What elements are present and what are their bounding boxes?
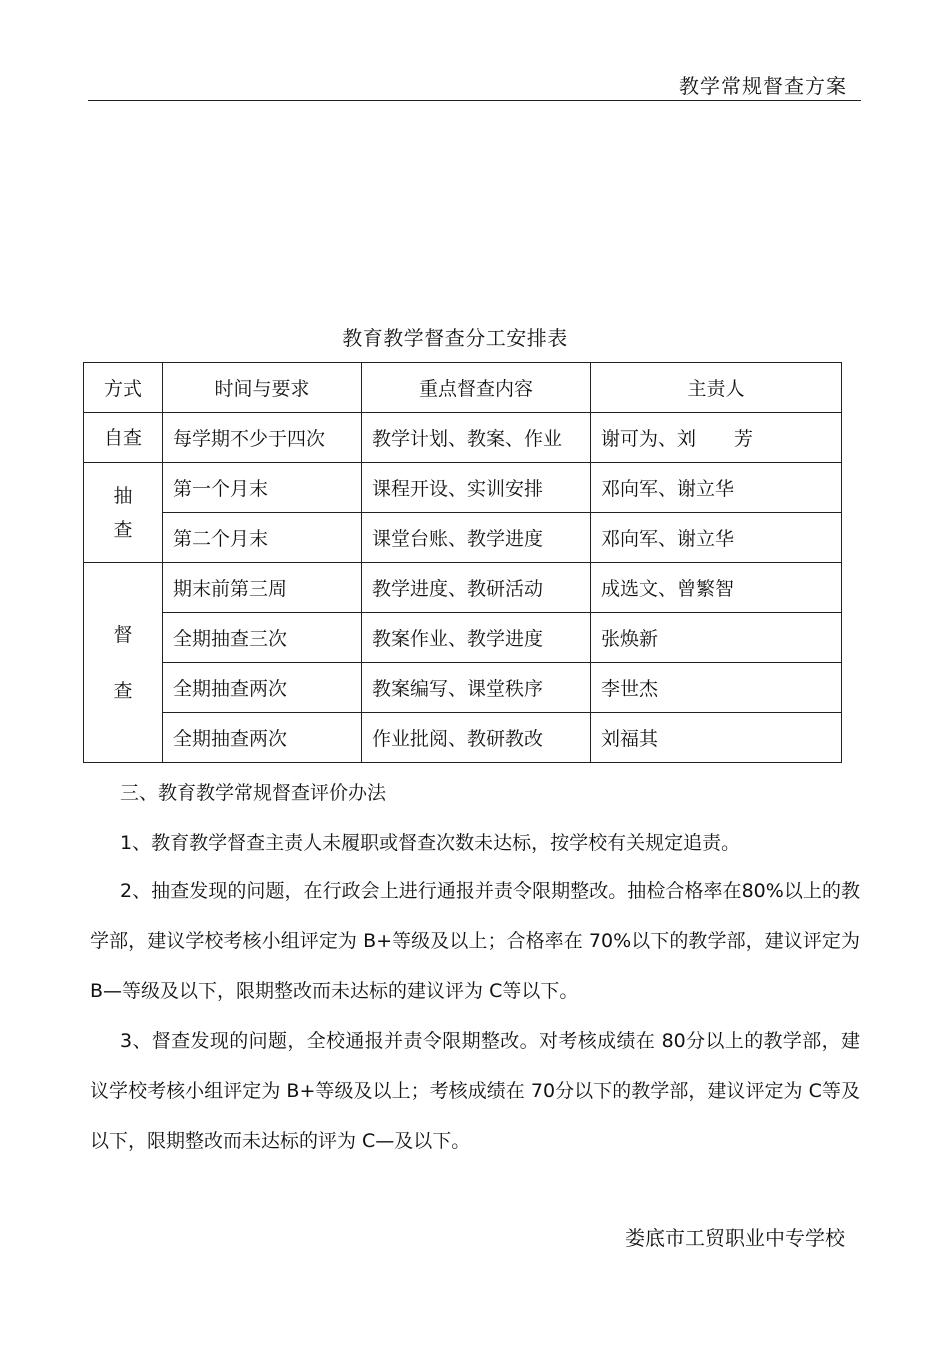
table-row <box>84 463 842 513</box>
time-cell: 全期抽查两次 <box>163 663 362 713</box>
rule-paragraph-2: 2、抽查发现的问题，在行政会上进行通报并责令限期整改。抽检合格率在80%以上的教学部，建议学校考核小组评定为 B+等级及以上；合格率在 70%以下的教学部，建议评定为 B—等级及以下，限期整改而未达标的建议评为 C等以下。 <box>90 880 860 1002</box>
owner-cell: 谢可为、刘 芳 <box>591 413 842 463</box>
owner-cell: 邓向军、谢立华 <box>591 463 842 513</box>
method-cell <box>84 563 163 763</box>
column-header: 重点督查内容 <box>362 363 591 413</box>
column-header: 方式 <box>84 363 163 413</box>
content-cell: 教学进度、教研活动 <box>362 563 591 613</box>
content-cell: 教案作业、教学进度 <box>362 613 591 663</box>
table-row <box>84 563 842 613</box>
owner-cell: 刘福其 <box>591 713 842 763</box>
school-signature: 娄底市工贸职业中专学校 <box>625 1226 845 1250</box>
time-cell: 期末前第三周 <box>163 563 362 613</box>
table-title: 教育教学督查分工安排表 <box>342 326 568 350</box>
time-cell: 每学期不少于四次 <box>163 413 362 463</box>
method-vertical-text: 抽查 <box>113 484 133 541</box>
content-cell: 课堂台账、教学进度 <box>362 513 591 563</box>
content-cell: 课程开设、实训安排 <box>362 463 591 513</box>
owner-cell: 成选文、曾繁智 <box>591 563 842 613</box>
section-heading: 三、教育教学常规督查评价办法 <box>120 782 387 804</box>
supervision-table <box>83 362 842 763</box>
header-title: 教学常规督查方案 <box>679 74 847 98</box>
time-cell: 第二个月末 <box>163 513 362 563</box>
content-cell: 教案编写、课堂秩序 <box>362 663 591 713</box>
table-row <box>84 413 842 463</box>
owner-cell: 邓向军、谢立华 <box>591 513 842 563</box>
column-header: 主责人 <box>591 363 842 413</box>
method-cell <box>84 463 163 563</box>
content-cell: 教学计划、教案、作业 <box>362 413 591 463</box>
rule-paragraph-3: 3、督查发现的问题，全校通报并责令限期整改。对考核成绩在 80分以上的教学部，建议学校考核小组评定为 B+等级及以上；考核成绩在 70分以下的教学部，建议评定为 C等及以下，限期整改而未达标的评为 C—及以下。 <box>90 1030 860 1152</box>
method-cell: 自查 <box>84 413 163 463</box>
header-divider <box>88 100 861 101</box>
table-header-row <box>84 363 842 413</box>
table-row <box>84 513 842 563</box>
method-vertical-text: 督查 <box>113 623 133 702</box>
table-row <box>84 663 842 713</box>
time-cell: 全期抽查三次 <box>163 613 362 663</box>
time-cell: 第一个月末 <box>163 463 362 513</box>
time-cell: 全期抽查两次 <box>163 713 362 763</box>
table-row <box>84 713 842 763</box>
rule-paragraph-1: 1、教育教学督查主责人未履职或督查次数未达标，按学校有关规定追责。 <box>120 832 741 854</box>
table-row <box>84 613 842 663</box>
content-cell: 作业批阅、教研教改 <box>362 713 591 763</box>
owner-cell: 张焕新 <box>591 613 842 663</box>
owner-cell: 李世杰 <box>591 663 842 713</box>
column-header: 时间与要求 <box>163 363 362 413</box>
